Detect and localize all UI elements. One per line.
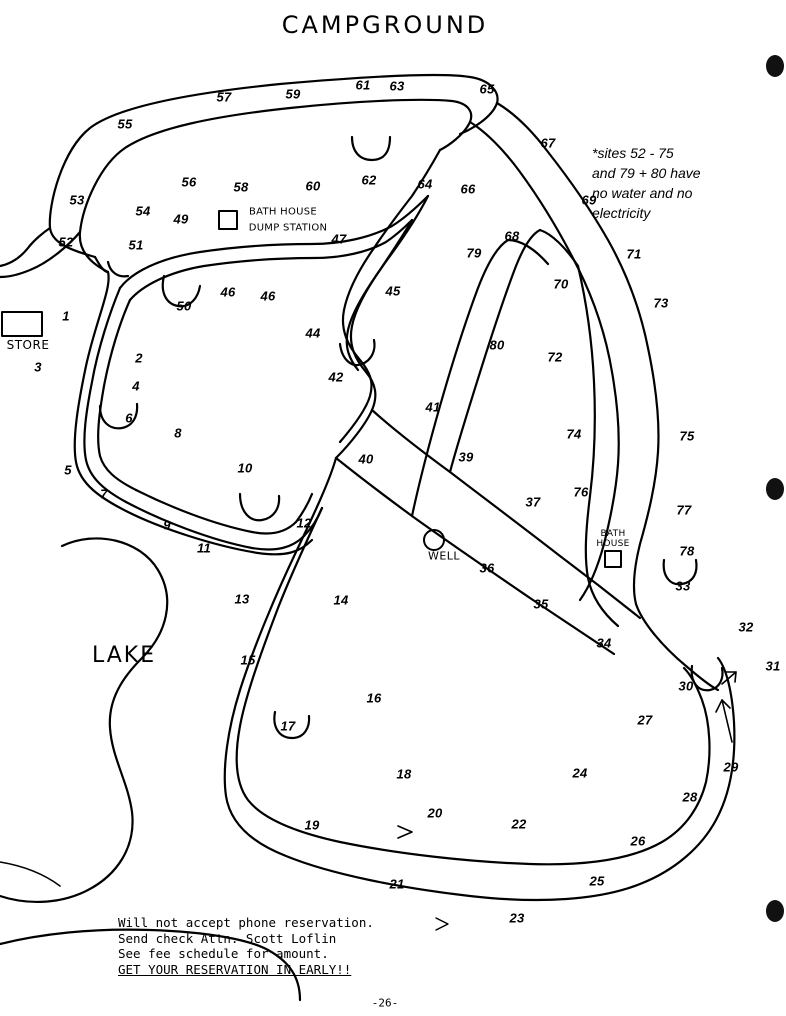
binder-hole-icon (766, 55, 784, 77)
campsite-number: 78 (679, 543, 695, 559)
campsite-number: 28 (682, 789, 698, 805)
campsite-number: 36 (479, 560, 495, 576)
campsite-number: 31 (765, 658, 781, 674)
campsite-number: 66 (460, 181, 476, 197)
campsite-number: 5 (64, 462, 72, 478)
campsite-number: 47 (331, 231, 347, 247)
campsite-number: 33 (675, 578, 691, 594)
campsite-number: 44 (305, 325, 321, 341)
campsite-number: 50 (176, 298, 192, 314)
no-utilities-note (592, 143, 772, 223)
footer-line-4: GET YOUR RESERVATION IN EARLY!! (118, 961, 352, 977)
dump-station-label: DUMP STATION (248, 222, 328, 234)
campsite-number: 72 (547, 349, 563, 365)
campsite-number: 32 (738, 619, 754, 635)
campsite-number: 59 (285, 86, 301, 102)
page-title: CAMPGROUND (281, 11, 489, 39)
campsite-number: 65 (479, 81, 495, 97)
campsite-number: 22 (511, 816, 527, 832)
campsite-number: 45 (385, 283, 401, 299)
campsite-number: 11 (196, 540, 212, 556)
campsite-number: 7 (100, 486, 108, 502)
campsite-number: 20 (427, 805, 443, 821)
campsite-number: 77 (676, 502, 692, 518)
campsite-number: 57 (216, 89, 232, 105)
campsite-number: 37 (525, 494, 541, 510)
campsite-number: 73 (653, 295, 669, 311)
campsite-number: 69 (581, 192, 597, 208)
campsite-number: 24 (572, 765, 588, 781)
campsite-number: 52 (58, 234, 74, 250)
campsite-number: 6 (125, 410, 133, 426)
bath-house-label-east (596, 529, 629, 549)
campsite-number: 8 (174, 425, 182, 441)
binder-hole-icon (766, 900, 784, 922)
campsite-number: 1 (62, 308, 70, 324)
campsite-number: 80 (489, 337, 505, 353)
note-line-4: electricity (592, 205, 651, 221)
campsite-number: 46 (260, 288, 276, 304)
note-line-2: and 79 + 80 have (592, 165, 701, 181)
campsite-number: 74 (566, 426, 582, 442)
campsite-number: 27 (637, 712, 653, 728)
page-number: -26- (371, 996, 399, 1010)
campsite-number: 46 (220, 284, 236, 300)
campsite-number: 58 (233, 179, 249, 195)
campsite-number: 64 (417, 176, 433, 192)
campsite-number: 41 (425, 399, 441, 415)
campsite-number: 15 (240, 652, 256, 668)
campsite-number: 53 (69, 192, 85, 208)
footer-line-2: Send check Attn. Scott Loflin (118, 930, 337, 946)
campsite-number: 26 (630, 833, 646, 849)
campsite-number: 23 (509, 910, 525, 926)
campsite-number: 54 (135, 203, 151, 219)
campsite-number: 14 (333, 592, 349, 608)
campsite-number: 75 (679, 428, 695, 444)
campsite-number: 9 (163, 517, 171, 533)
campsite-number: 16 (366, 690, 382, 706)
campsite-number: 55 (117, 116, 133, 132)
campsite-number: 51 (128, 237, 144, 253)
campsite-number: 61 (355, 77, 371, 93)
well-label: WELL (427, 549, 461, 563)
bath-house-label-east-line1: BATH (600, 529, 626, 539)
campsite-number: 4 (132, 378, 140, 394)
campsite-number: 67 (540, 135, 556, 151)
footer-line-1: Will not accept phone reservation. (118, 915, 374, 930)
campsite-number: 79 (466, 245, 482, 261)
store-label: STORE (6, 338, 50, 352)
campsite-number: 56 (181, 174, 197, 190)
campsite-number: 62 (361, 172, 377, 188)
campsite-number: 25 (589, 873, 605, 889)
lake-label: LAKE (92, 643, 157, 668)
reservation-instructions (118, 915, 374, 977)
campsite-number: 3 (34, 359, 42, 375)
campsite-number: 21 (389, 876, 405, 892)
campsite-number: 34 (596, 635, 612, 651)
campsite-number: 35 (533, 596, 549, 612)
campsite-number: 68 (504, 228, 520, 244)
campsite-number: 19 (304, 817, 320, 833)
campsite-number: 42 (328, 369, 344, 385)
campsite-number: 40 (358, 451, 374, 467)
campsite-number: 17 (280, 718, 296, 734)
campsite-number: 71 (626, 246, 642, 262)
footer-line-3: See fee schedule for amount. (118, 946, 329, 961)
campsite-number: 29 (723, 759, 739, 775)
campsite-number: 13 (234, 591, 250, 607)
campsite-number: 30 (678, 678, 694, 694)
campsite-number: 2 (135, 350, 143, 366)
campsite-number: 76 (573, 484, 589, 500)
campsite-number: 49 (173, 211, 189, 227)
note-line-3: no water and no (592, 185, 693, 201)
campsite-number: 70 (553, 276, 569, 292)
campsite-number: 39 (458, 449, 474, 465)
campsite-number: 12 (296, 515, 312, 531)
bath-house-label-north: BATH HOUSE (248, 206, 318, 218)
campsite-number: 60 (305, 178, 321, 194)
bath-house-label-east-line2: HOUSE (596, 539, 630, 549)
campsite-number: 63 (389, 78, 405, 94)
campsite-number: 18 (396, 766, 412, 782)
note-line-1: *sites 52 - 75 (592, 145, 674, 161)
campsite-number: 10 (237, 460, 253, 476)
binder-hole-icon (766, 478, 784, 500)
